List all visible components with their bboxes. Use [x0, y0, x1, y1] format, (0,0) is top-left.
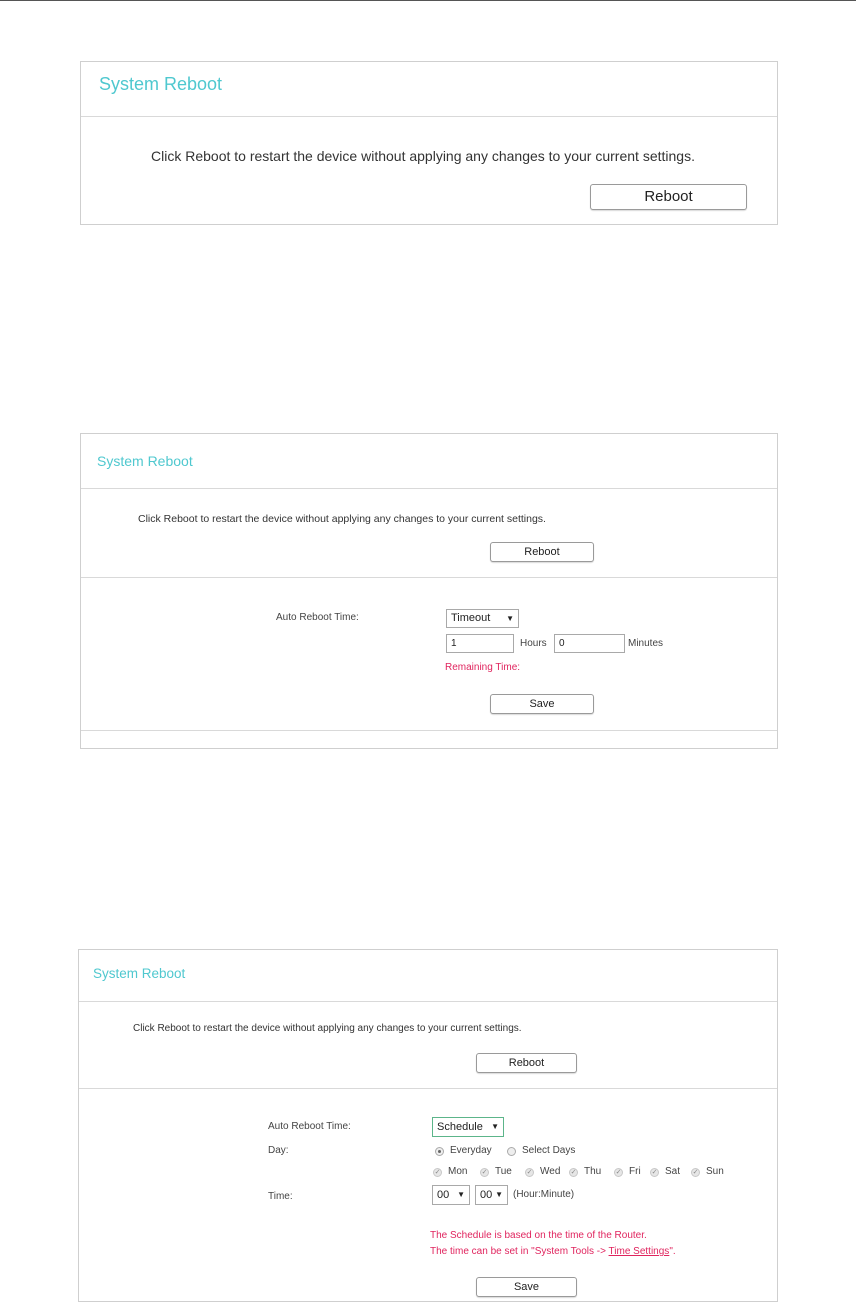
- hour-select[interactable]: [432, 1185, 470, 1205]
- thu-label: Thu: [584, 1166, 602, 1177]
- hours-label: Hours: [520, 638, 547, 649]
- save-button[interactable]: Save: [490, 694, 594, 714]
- remaining-time-label: Remaining Time:: [445, 662, 521, 673]
- panel-header: [81, 62, 777, 117]
- panel-title: System Reboot: [99, 74, 223, 94]
- wed-label: Wed: [540, 1166, 561, 1177]
- tue-label: Tue: [495, 1166, 512, 1177]
- reboot-description: Click Reboot to restart the device without applying any changes to your current settings.: [151, 148, 695, 164]
- fri-label: Fri: [629, 1166, 641, 1177]
- time-label: Time:: [268, 1191, 293, 1202]
- system-reboot-panel-schedule: [78, 949, 778, 1302]
- chevron-down-icon: ▼: [491, 1122, 499, 1131]
- thu-checkbox[interactable]: ✓: [570, 1169, 577, 1176]
- select-days-radio[interactable]: [507, 1147, 516, 1156]
- section-divider: [81, 577, 777, 578]
- sun-checkbox[interactable]: ✓: [692, 1169, 699, 1176]
- select-value: Timeout: [451, 612, 491, 624]
- panel-title: System Reboot: [97, 453, 193, 469]
- minute-select[interactable]: [475, 1185, 508, 1205]
- chevron-down-icon: ▼: [506, 614, 514, 623]
- minutes-input[interactable]: 0: [554, 634, 625, 653]
- section-divider: [79, 1088, 777, 1089]
- select-value: 00: [437, 1189, 450, 1201]
- everyday-label: Everyday: [450, 1145, 492, 1156]
- auto-reboot-mode-select[interactable]: [446, 609, 519, 628]
- wed-checkbox[interactable]: ✓: [526, 1169, 533, 1176]
- tue-checkbox[interactable]: ✓: [481, 1169, 488, 1176]
- mon-checkbox[interactable]: ✓: [434, 1169, 441, 1176]
- chevron-down-icon: ▼: [495, 1190, 503, 1199]
- time-format-hint: (Hour:Minute): [513, 1189, 575, 1200]
- note-suffix: ".: [669, 1246, 676, 1257]
- panel-title: System Reboot: [93, 966, 186, 981]
- reboot-button[interactable]: Reboot: [476, 1053, 577, 1073]
- auto-reboot-mode-select[interactable]: [432, 1117, 504, 1137]
- reboot-description: Click Reboot to restart the device without applying any changes to your current settings.: [133, 1023, 522, 1034]
- system-reboot-panel-basic: [80, 61, 778, 225]
- system-reboot-panel-timeout: [80, 433, 778, 749]
- save-button[interactable]: Save: [476, 1277, 577, 1297]
- note-prefix: The time can be set in "System Tools ->: [430, 1246, 609, 1257]
- section-divider-bottom: [81, 730, 777, 731]
- schedule-note-line2: [430, 1246, 676, 1257]
- sat-checkbox[interactable]: ✓: [651, 1169, 658, 1176]
- time-settings-link[interactable]: Time Settings: [608, 1246, 670, 1257]
- reboot-description: Click Reboot to restart the device without applying any changes to your current settings.: [138, 513, 546, 525]
- select-days-label: Select Days: [522, 1145, 576, 1156]
- fri-checkbox[interactable]: ✓: [615, 1169, 622, 1176]
- everyday-radio[interactable]: [435, 1147, 444, 1156]
- day-label: Day:: [268, 1145, 289, 1156]
- hours-input[interactable]: 1: [446, 634, 514, 653]
- panel-header: [81, 434, 777, 489]
- page-top-rule: [0, 0, 856, 1]
- select-value: Schedule: [437, 1121, 483, 1133]
- auto-reboot-time-label: Auto Reboot Time:: [276, 612, 359, 623]
- mon-label: Mon: [448, 1166, 468, 1177]
- sun-label: Sun: [706, 1166, 724, 1177]
- minutes-label: Minutes: [628, 638, 664, 649]
- select-value: 00: [480, 1189, 493, 1201]
- reboot-button[interactable]: Reboot: [490, 542, 594, 562]
- schedule-note-line1: The Schedule is based on the time of the Router.: [430, 1230, 647, 1241]
- sat-label: Sat: [665, 1166, 681, 1177]
- panel-header: [79, 950, 777, 1002]
- chevron-down-icon: ▼: [457, 1190, 465, 1199]
- auto-reboot-time-label: Auto Reboot Time:: [268, 1121, 351, 1132]
- reboot-button[interactable]: Reboot: [590, 184, 747, 210]
